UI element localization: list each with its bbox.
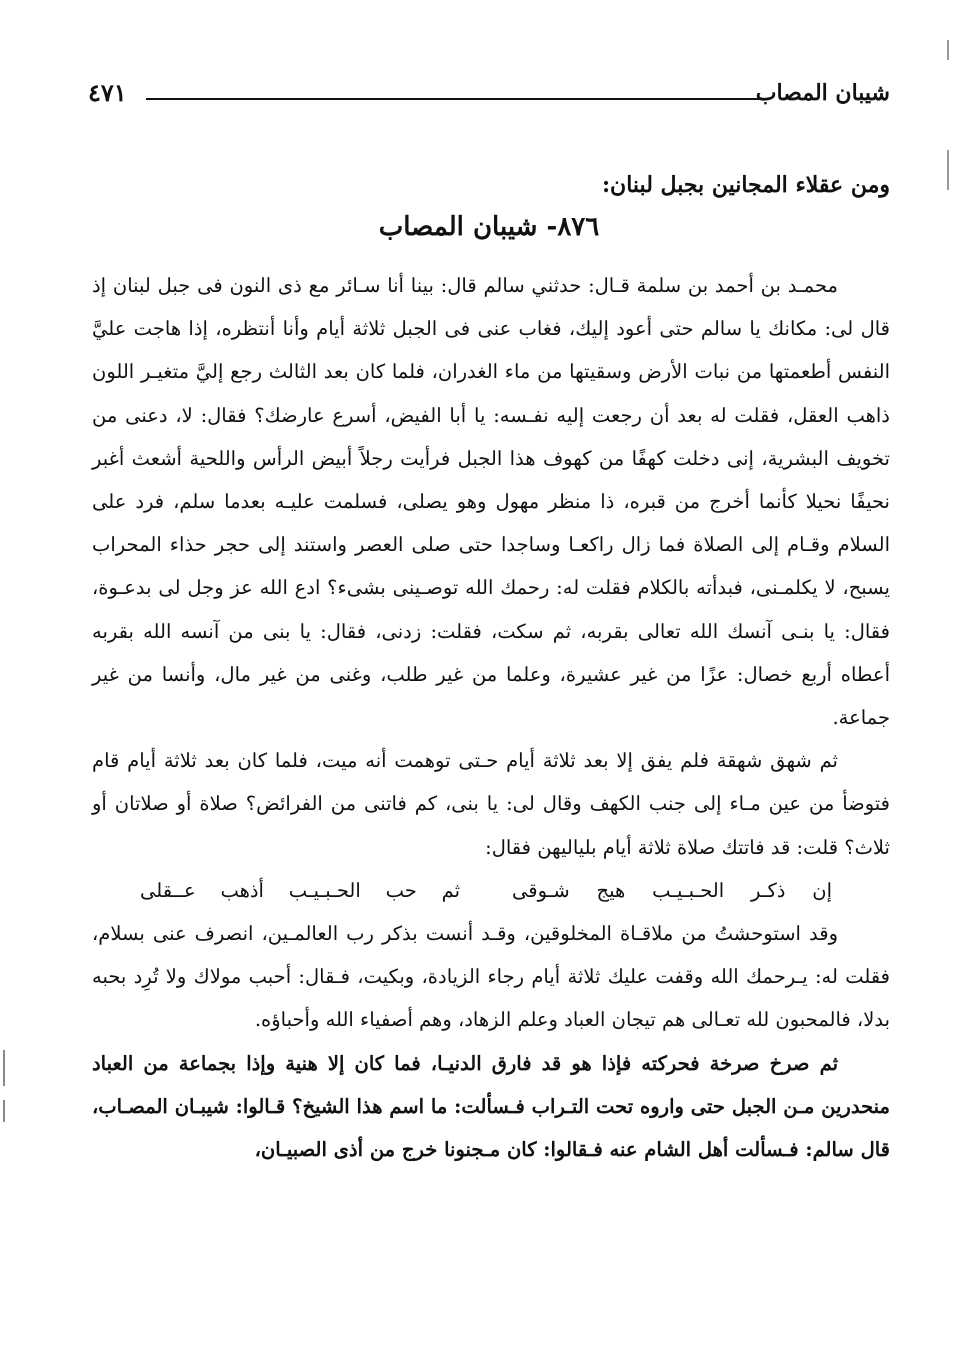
verse-hemistich-second: ثم حب الحـبـيـب أذهب عــقلى	[140, 878, 460, 902]
running-title: شيبان المصاب	[755, 80, 890, 106]
scan-margin-mark	[947, 150, 949, 190]
verse-gap	[460, 869, 512, 912]
verse-line	[92, 869, 890, 912]
entry-name: شيبان المصاب	[378, 212, 538, 242]
running-header	[88, 76, 890, 116]
paragraph: وقد استوحشتُ من ملاقـاة المخلوقين، وقـد أنست بذكر رب العالمـين، انصرف عنى بسلام، فقلت له: يـرحمك الله وقفت عليك ثلاثة أيام رجاء الزيادة، وبكيت، فـقال: أحبب مولاك ولا تُرِد بحبه بدلا، فالمحبون لله تعـالى هم تيجان العباد وعلم الزهاد، وهم أصفياء الله وأحباؤه.	[92, 922, 890, 1032]
scan-margin-mark	[3, 1050, 5, 1086]
paragraph: ثم شهق شهقة فلم يفق إلا بعد ثلاثة أيام حـتى توهمت أنه ميت، فلما كان بعد ثلاثة أيام قام فتوضأ من عين مـاء إلى جنب الكهف وقال لى: يا بنى، كم فاتنى من الفرائض؟ صلاة أو صلاتان أو ثلاث؟ قلت: قد فاتتك صلاة ثلاثة أيام بلياليهن فقال:	[92, 749, 890, 859]
scan-margin-mark	[947, 40, 949, 60]
paragraph: محمـد بن أحمد بن سلمة قـال: حدثني سالم قال: بينا أنا سـائر مع ذى النون فى جبل لبنان إذ قال لى: مكانك يا سالم حتى أعود إليك، فغاب عنى فى الجبل ثلاثة أيام وأنا أنتظره، إذا هاجت عليَّ النفس أطعمتها من نبات الأرض وسقيتها من ماء الغدران، فلما كان بعد الثالث رجع إليَّ متغيـر اللون ذاهب العقل، فقلت له بعد أن رجعت إليه نفـسه: يا أبا الفيض، أسرع عارضك؟ فقال: لا، دعنى من تخويف البشرية، إنى دخلت كهفًا من كهوف هذا الجبل فرأيت رجلاً أبيض الرأس واللحية أشعث أغبر نحيفًا نحيلا كأنما أخرج من قبره، ذا منظر مهول وهو يصلى، فسلمت عليـه بعدما سلم، فرد على السلام وقـام إلى الصلاة فما زال راكعـا وساجدا حتى صلى العصر واستند إلى حجر حذاء المحراب يسبح، لا يكلمـنى، فبدأته بالكلام فقلت له: رحمك الله توصـينى بشىء؟ ادع الله عز وجل لى بدعـوة، فقال: يا بنـى آنسك الله تعالى بقربه، ثم سكت، فقلت: زدنى، فقال: يا بنى من آنسه الله بقربه أعطاه أربع خصال: عزًا من غير عشيرة، وعلما من غير طلب، وغنى من غير مال، وأنسا من غير جماعة.	[92, 274, 890, 730]
scan-margin-mark	[3, 1100, 5, 1122]
verse-hemistich-first: إن ذكـر الحـبـيـب هيج شـوقى	[512, 878, 832, 902]
paragraph: ثم صرخ صرخة فحركته فإذا هو قد فارق الدنيـا، فما كان إلا هنية وإذا بجماعة من العباد منحدرين مـن الجبل حتى واروه تحت التـراب فـسألت: ما اسم هذا الشيخ؟ قـالوا: شيبـان المصـاب، قال سالم: فـسألت أهل الشام عنه فـقالوا: كان مـجنونا خرج من أذى الصبيـان،	[92, 1051, 890, 1162]
header-rule	[146, 98, 762, 100]
entry-title	[88, 212, 890, 242]
body-text	[92, 264, 890, 1171]
entry-number: ٨٧٦-	[546, 212, 600, 242]
section-heading: ومن عقلاء المجانين بجبل لبنان:	[601, 172, 890, 198]
page-number: ٤٧١	[88, 78, 127, 107]
